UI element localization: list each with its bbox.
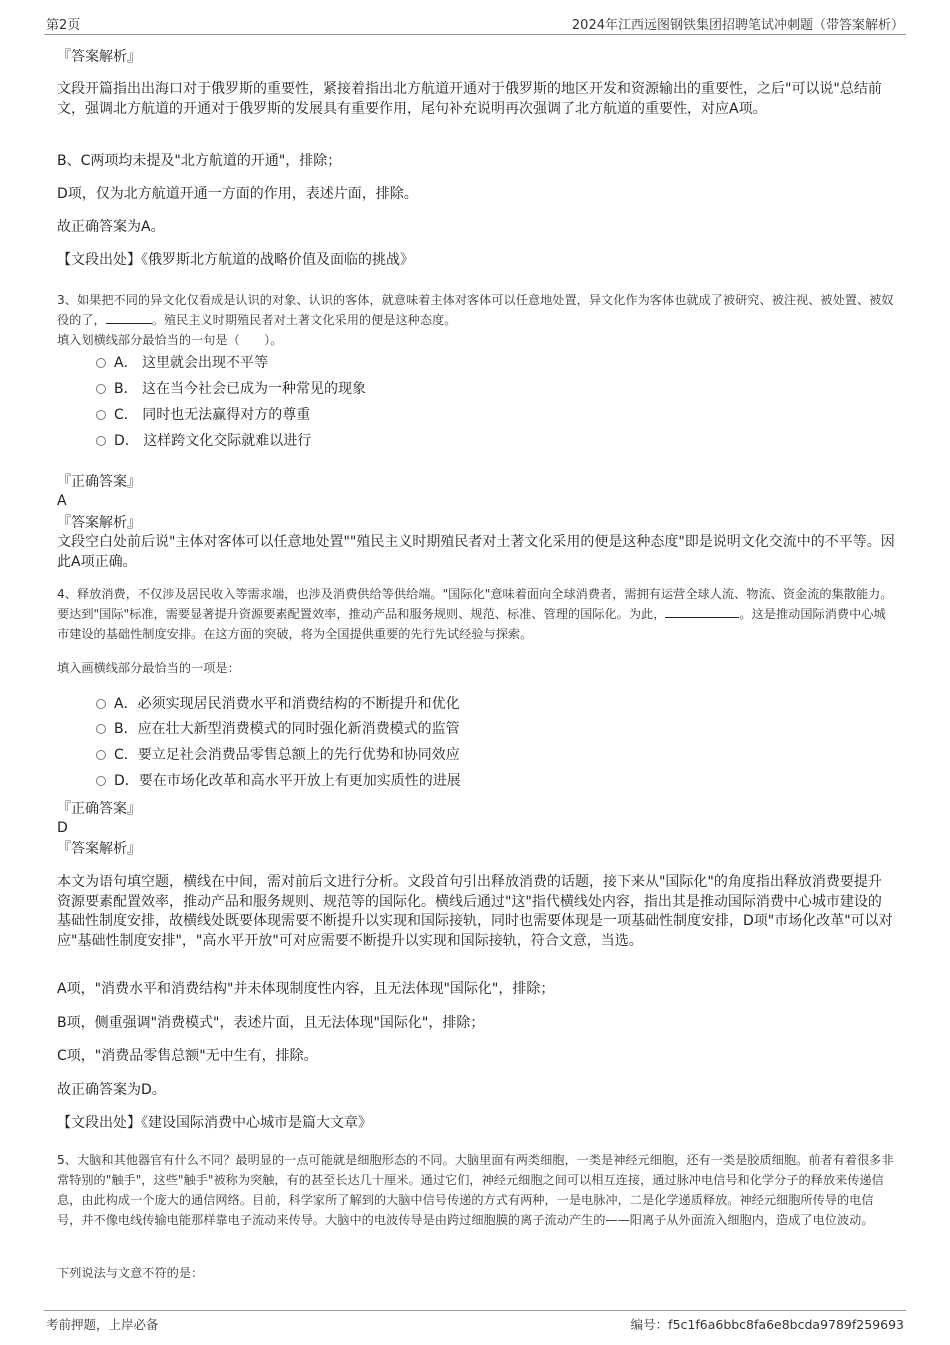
radio-icon[interactable] — [96, 750, 106, 760]
analysis-paragraph: A项，"消费水平和消费结构"并未体现制度性内容，且无法体现"国际化"，排除； — [57, 981, 555, 997]
blank-underline — [106, 311, 152, 324]
radio-icon[interactable] — [96, 410, 106, 420]
correct-answer-label: 『正确答案』 — [57, 801, 141, 817]
correct-answer: D — [57, 820, 68, 836]
option-a[interactable]: A． 这里就会出现不平等 — [96, 353, 268, 373]
option-a[interactable]: A．必须实现居民消费水平和消费结构的不断提升和优化 — [96, 694, 460, 714]
option-c[interactable]: C．要立足社会消费品零售总额上的先行优势和协同效应 — [96, 745, 460, 765]
analysis-paragraph: D项，仅为北方航道开通一方面的作用，表述片面，排除。 — [57, 186, 418, 202]
radio-icon[interactable] — [96, 776, 106, 786]
correct-answer-label: 『正确答案』 — [57, 474, 141, 490]
analysis-conclusion: 故正确答案为A。 — [57, 219, 165, 235]
radio-icon[interactable] — [96, 699, 106, 709]
source-citation: 【文段出处】《俄罗斯北方航道的战略价值及面临的挑战》 — [57, 252, 414, 268]
option-d[interactable]: D． 这样跨文化交际就难以进行 — [96, 431, 311, 451]
blank-underline — [665, 605, 739, 618]
option-b[interactable]: B． 这在当今社会已成为一种常见的现象 — [96, 379, 366, 399]
analysis-paragraph: 本文为语句填空题，横线在中间，需对前后文进行分析。文段首句引出释放消费的话题，接下来从"国际化"的角度指出释放消费要提升资源要素配置效率，推动产品和服务规则、规范等的国际化。横线后通过"这"指代横线处内容，指出其是推动国际消费中心城市建设的基础性制度安排，故横线处既要体现需要不断提升以实现和国际接轨，同时也需要体现是一项基础性制度安排，D项"市场化改革"可以对应"基础性制度安排"，"高水平开放"可对应需要不断提升以实现和国际接轨，符合文意，当选。 — [57, 874, 893, 949]
document-title: 2024年江西远图钢铁集团招聘笔试冲刺题（带答案解析） — [571, 18, 904, 33]
analysis-label: 『答案解析』 — [57, 49, 141, 65]
question-prompt: 填入画横线部分最恰当的一项是： — [57, 661, 240, 675]
radio-icon[interactable] — [96, 358, 106, 368]
analysis-paragraph: B项，侧重强调"消费模式"，表述片面，且无法体现"国际化"，排除； — [57, 1015, 485, 1031]
question-stem: 3、如果把不同的异文化仅看成是认识的对象、认识的客体，就意味着主体对客体可以任意地处置，异文化作为客体也就成了被研究、被注视、被处置、被奴役的了， 。殖民主义时期殖民者对土著文化采用的便是这种态度。 — [57, 293, 894, 327]
analysis-paragraph: C项，"消费品零售总额"无中生有，排除。 — [57, 1048, 318, 1064]
option-d[interactable]: D．要在市场化改革和高水平开放上有更加实质性的进展 — [96, 771, 461, 791]
page-number: 第2页 — [46, 18, 81, 33]
analysis-conclusion: 故正确答案为D。 — [57, 1082, 166, 1098]
question-stem: 5、大脑和其他器官有什么不同？最明显的一点可能就是细胞形态的不同。大脑里面有两类细胞，一类是神经元细胞，还有一类是胶质细胞。前者有着很多非常特别的"触手"，这些"触手"被称为突触，有的甚至长达几十厘米。通过它们，神经元细胞之间可以相互连接，通过脉冲电信号和化学分子的释放来传递信息，由此构成一个庞大的通信网络。目前，科学家所了解到的大脑中信号传递的方式有两种，一是电脉冲，二是化学递质释放。神经元细胞所传导的电信号，并不像电线传输电能那样靠电子流动来传导。大脑中的电波传导是由跨过细胞膜的离子流动产生的——阳离子从外面流入细胞内，造成了电位波动。 — [57, 1153, 894, 1227]
radio-icon[interactable] — [96, 724, 106, 734]
question-stem: 4、释放消费，不仅涉及居民收入等需求端，也涉及消费供给等供给端。"国际化"意味着面向全球消费者，需拥有运营全球人流、物流、资金流的集散能力。要达到"国际"标准，需要显著提升资源要素配置效率，推动产品和服务规则、规范、标准、管理的国际化。为此， 。这是推动国际消费中心城市建设的基础性制度安排。在这方面的突破，将为全国提供重要的先行先试经验与探索。 — [57, 587, 893, 641]
option-c[interactable]: C． 同时也无法赢得对方的尊重 — [96, 405, 310, 425]
analysis-paragraph: 文段空白处前后说"主体对客体可以任意地处置""殖民主义时期殖民者对土著文化采用的便是这种态度"即是说明文化交流中的不平等。因此A项正确。 — [57, 534, 895, 570]
question-prompt: 填入划横线部分最恰当的一句是（ ）。 — [57, 333, 283, 347]
page-footer — [44, 1310, 906, 1332]
analysis-paragraph: B、C两项均未提及"北方航道的开通"，排除； — [57, 153, 342, 169]
analysis-paragraph: 文段开篇指出出海口对于俄罗斯的重要性，紧接着指出北方航道开通对于俄罗斯的地区开发和资源输出的重要性，之后"可以说"总结前文，强调北方航道的开通对于俄罗斯的发展具有重要作用，尾句补充说明再次强调了北方航道的重要性，对应A项。 — [57, 81, 882, 117]
option-b[interactable]: B．应在壮大新型消费模式的同时强化新消费模式的监管 — [96, 719, 460, 739]
footer-slogan: 考前押题，上岸必备 — [46, 1317, 159, 1332]
question-prompt: 下列说法与文意不符的是： — [57, 1266, 204, 1280]
analysis-label: 『答案解析』 — [57, 841, 141, 857]
document-id: 编号：f5c1f6a6bbc8fa6e8bcda9789f259693 — [630, 1317, 904, 1332]
correct-answer: A — [57, 493, 67, 509]
source-citation: 【文段出处】《建设国际消费中心城市是篇大文章》 — [57, 1115, 372, 1131]
radio-icon[interactable] — [96, 384, 106, 394]
radio-icon[interactable] — [96, 436, 106, 446]
page-header — [44, 0, 906, 35]
analysis-label: 『答案解析』 — [57, 515, 141, 531]
